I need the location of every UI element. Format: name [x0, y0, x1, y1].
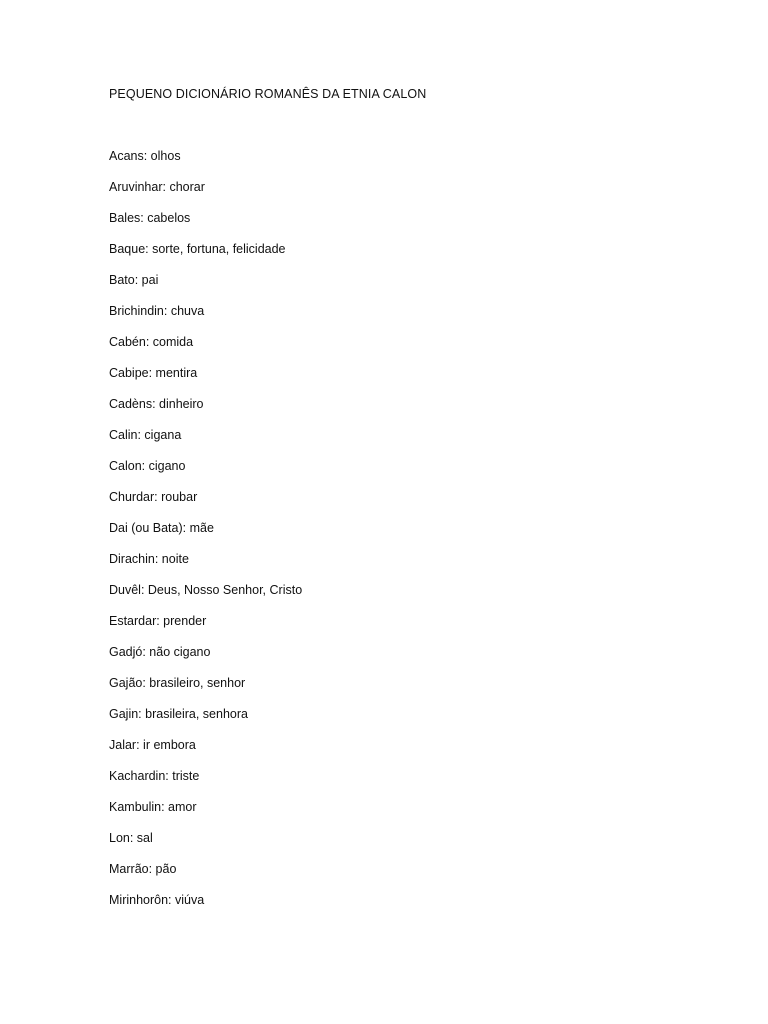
dictionary-entry: Cabén: comida: [109, 335, 194, 349]
dictionary-entry: Brichindin: chuva: [109, 304, 205, 318]
dictionary-entry: Dai (ou Bata): mãe: [109, 521, 214, 535]
dictionary-entry: Acans: olhos: [109, 149, 181, 163]
dictionary-entry: Mirinhorôn: viúva: [109, 893, 205, 907]
dictionary-entry: Kambulin: amor: [109, 800, 197, 814]
dictionary-entry: Calin: cigana: [109, 428, 182, 442]
dictionary-entry: Duvêl: Deus, Nosso Senhor, Cristo: [109, 583, 303, 597]
dictionary-entry-list: [109, 148, 302, 923]
dictionary-entry: Bato: pai: [109, 273, 159, 287]
document-title: PEQUENO DICIONÁRIO ROMANÊS DA ETNIA CALON: [109, 87, 427, 101]
dictionary-entry: Bales: cabelos: [109, 211, 191, 225]
dictionary-entry: Marrão: pão: [109, 862, 177, 876]
dictionary-entry: Gajin: brasileira, senhora: [109, 707, 248, 721]
dictionary-entry: Gajão: brasileiro, senhor: [109, 676, 246, 690]
dictionary-entry: Aruvinhar: chorar: [109, 180, 205, 194]
dictionary-entry: Gadjó: não cigano: [109, 645, 211, 659]
dictionary-entry: Cadèns: dinheiro: [109, 397, 204, 411]
dictionary-entry: Dirachin: noite: [109, 552, 189, 566]
dictionary-entry: Jalar: ir embora: [109, 738, 196, 752]
dictionary-entry: Estardar: prender: [109, 614, 207, 628]
dictionary-entry: Baque: sorte, fortuna, felicidade: [109, 242, 286, 256]
dictionary-entry: Calon: cigano: [109, 459, 186, 473]
dictionary-entry: Cabipe: mentira: [109, 366, 198, 380]
dictionary-entry: Kachardin: triste: [109, 769, 200, 783]
dictionary-entry: Churdar: roubar: [109, 490, 198, 504]
dictionary-entry: Lon: sal: [109, 831, 153, 845]
